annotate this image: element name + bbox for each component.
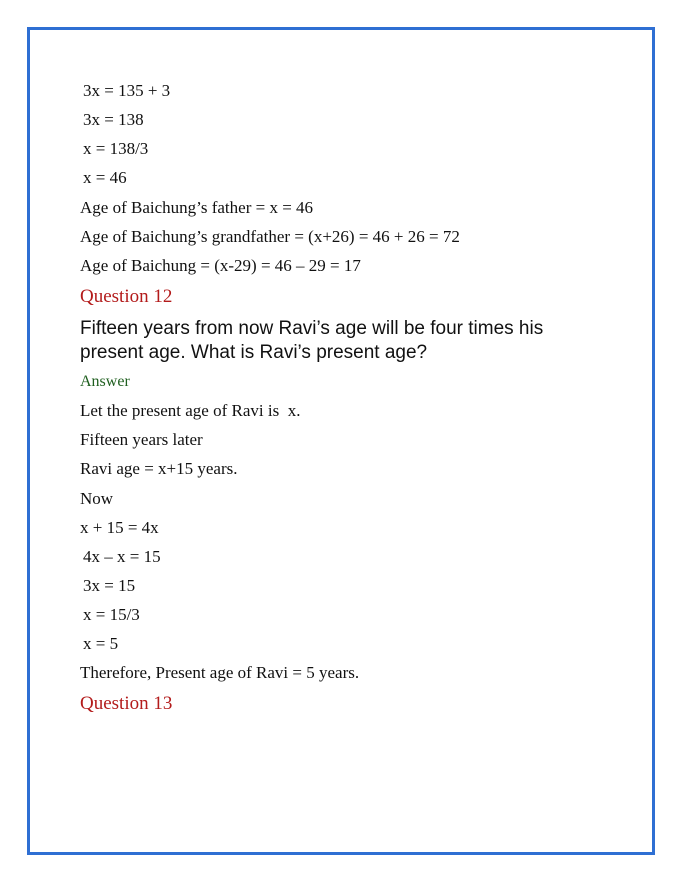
result-line-baichung: Age of Baichung = (x-29) = 46 – 29 = 17 [80, 256, 361, 275]
answer-line: Fifteen years later [80, 430, 203, 449]
equation-step: x = 15/3 [83, 605, 140, 624]
result-line-grandfather: Age of Baichung’s grandfather = (x+26) = 46 + 26 = 72 [80, 227, 460, 246]
answer-label: Answer [80, 373, 130, 390]
equation-step: x = 5 [83, 634, 119, 653]
equation-step: 3x = 138 [83, 110, 144, 129]
conclusion-line: Therefore, Present age of Ravi = 5 years. [80, 663, 360, 682]
equation-step: x = 138/3 [83, 139, 149, 158]
answer-line: Now [80, 489, 114, 508]
equation-step: 3x = 15 [83, 576, 136, 595]
question-13-heading: Question 13 [80, 693, 173, 714]
answer-line: Ravi age = x+15 years. [80, 459, 238, 478]
equation-step: x = 46 [83, 168, 127, 187]
question-12-heading: Question 12 [80, 286, 173, 307]
result-line-father: Age of Baichung’s father = x = 46 [80, 198, 314, 217]
question-12-text: Fifteen years from now Ravi’s age will be four times his present age. What is Ravi’s present age? [80, 318, 544, 363]
answer-line: x + 15 = 4x [80, 518, 159, 537]
answer-line: Let the present age of Ravi is x. [80, 401, 301, 420]
equation-step: 4x – x = 15 [83, 547, 161, 566]
equation-step: 3x = 135 + 3 [83, 81, 171, 100]
